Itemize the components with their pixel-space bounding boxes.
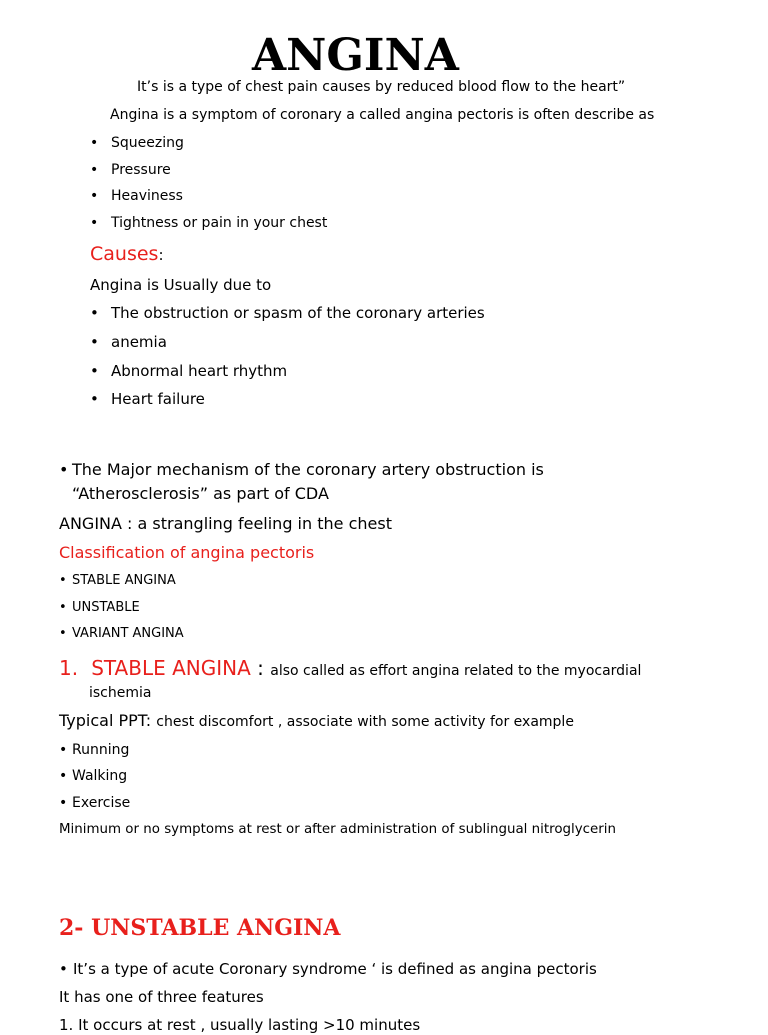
intro-line-1: It’s is a type of chest pain causes by reduced blood flow to the heart” xyxy=(137,79,626,95)
unstable-line-3: 1. It occurs at rest , usually lasting >10 minutes xyxy=(59,1016,421,1034)
page-title: ANGINA xyxy=(252,30,459,81)
mechanism-line-2: “Atherosclerosis” as part of CDA xyxy=(72,484,329,503)
minimum-symptoms-line: Minimum or no symptoms at rest or after administration of sublingual nitroglycerin xyxy=(59,822,616,837)
classification-heading: Classification of angina pectoris xyxy=(59,543,315,562)
intro-line-2: Angina is a symptom of coronary a called angina pectoris is often describe as xyxy=(110,107,655,123)
typical-ppt: Typical PPT: chest discomfort , associate with some activity for example xyxy=(59,711,574,730)
unstable-line-2: It has one of three features xyxy=(59,988,264,1006)
unstable-angina-heading: 2- UNSTABLE ANGINA xyxy=(59,915,341,941)
causes-heading: Causes: xyxy=(90,243,164,265)
stable-angina-heading: 1. STABLE ANGINA : also called as effort angina related to the myocardial xyxy=(59,656,642,680)
causes-intro: Angina is Usually due to xyxy=(90,276,272,294)
angina-definition: ANGINA : a strangling feeling in the chest xyxy=(59,514,392,533)
stable-angina-desc-2: ischemia xyxy=(89,685,152,701)
